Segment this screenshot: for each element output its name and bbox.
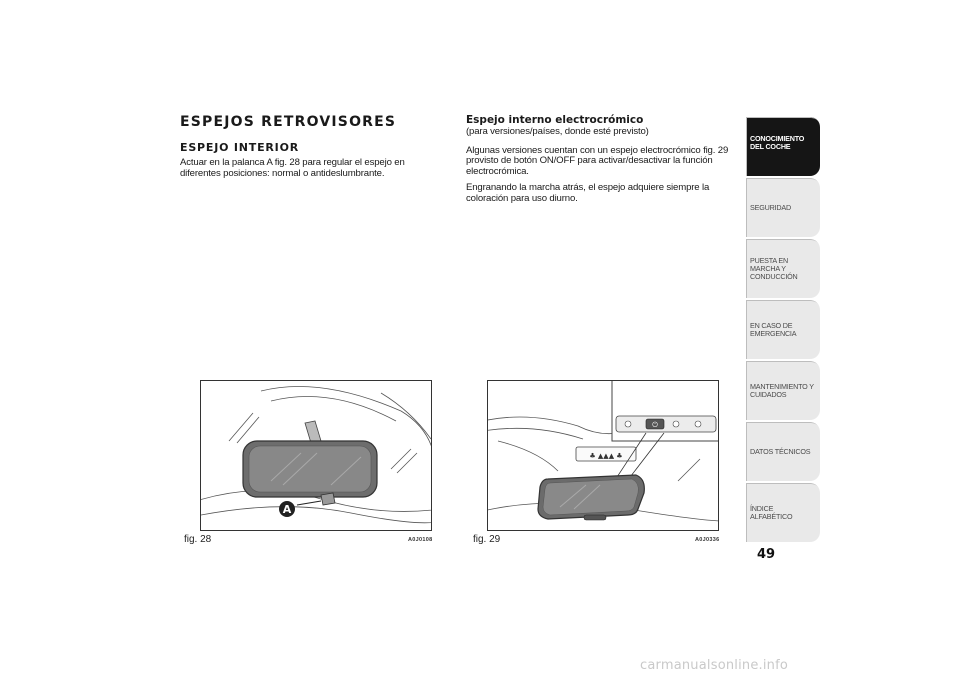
electrochromic-mirror-title: Espejo interno electrocrómico xyxy=(466,114,644,126)
tab-puesta-en-marcha[interactable]: PUESTA EN MARCHA Y CONDUCCIÓN xyxy=(746,239,820,298)
tab-conocimiento-del-coche[interactable]: CONOCIMIENTO DEL COCHE xyxy=(746,117,820,176)
figure-28-code: A0J0108 xyxy=(408,537,433,543)
console-icons: ♣ ▲▲▲ ♣ xyxy=(589,452,623,460)
right-column xyxy=(466,114,730,211)
chapter-tabs xyxy=(746,117,820,544)
tab-en-caso-de-emergencia[interactable]: EN CASO DE EMERGENCIA xyxy=(746,300,820,359)
subsection-title: ESPEJO INTERIOR xyxy=(180,141,299,154)
tab-datos-tecnicos[interactable]: DATOS TÉCNICOS xyxy=(746,422,820,481)
availability-note: (para versiones/países, donde esté previsto) xyxy=(466,126,649,137)
figure-29-electrochromic-mirror xyxy=(487,380,719,531)
electrochromic-paragraph-2: Engranando la marcha atrás, el espejo adquiere siempre la coloración para uso diurno. xyxy=(466,182,710,204)
tab-mantenimiento[interactable]: MANTENIMIENTO Y CUIDADOS xyxy=(746,361,820,420)
electrochromic-mirror-illustration xyxy=(488,381,718,530)
figure-29-caption: fig. 29 xyxy=(473,534,501,545)
page-number: 49 xyxy=(757,547,776,562)
tab-indice-alfabetico[interactable]: ÍNDICE ALFABÉTICO xyxy=(746,483,820,542)
left-column xyxy=(180,114,442,185)
power-icon: ⏻ xyxy=(652,421,658,429)
lever-label-a: A xyxy=(282,503,292,516)
figure-29-code: A0J0336 xyxy=(695,537,720,543)
electrochromic-paragraph-1: Algunas versiones cuentan con un espejo electrocrómico fig. 29 provisto de botón ON/OFF para activar/desactivar la función electrocrómica. xyxy=(466,144,729,177)
interior-mirror-paragraph: Actuar en la palanca A fig. 28 para regular el espejo en diferentes posiciones: normal o antideslumbrante. xyxy=(180,157,405,179)
tab-seguridad[interactable]: SEGURIDAD xyxy=(746,178,820,237)
figure-28-caption: fig. 28 xyxy=(184,534,212,545)
section-title: ESPEJOS RETROVISORES xyxy=(180,114,397,130)
rearview-mirror-illustration xyxy=(201,381,431,530)
figure-28-rearview-mirror xyxy=(200,380,432,531)
watermark: carmanualsonline.info xyxy=(640,658,789,673)
